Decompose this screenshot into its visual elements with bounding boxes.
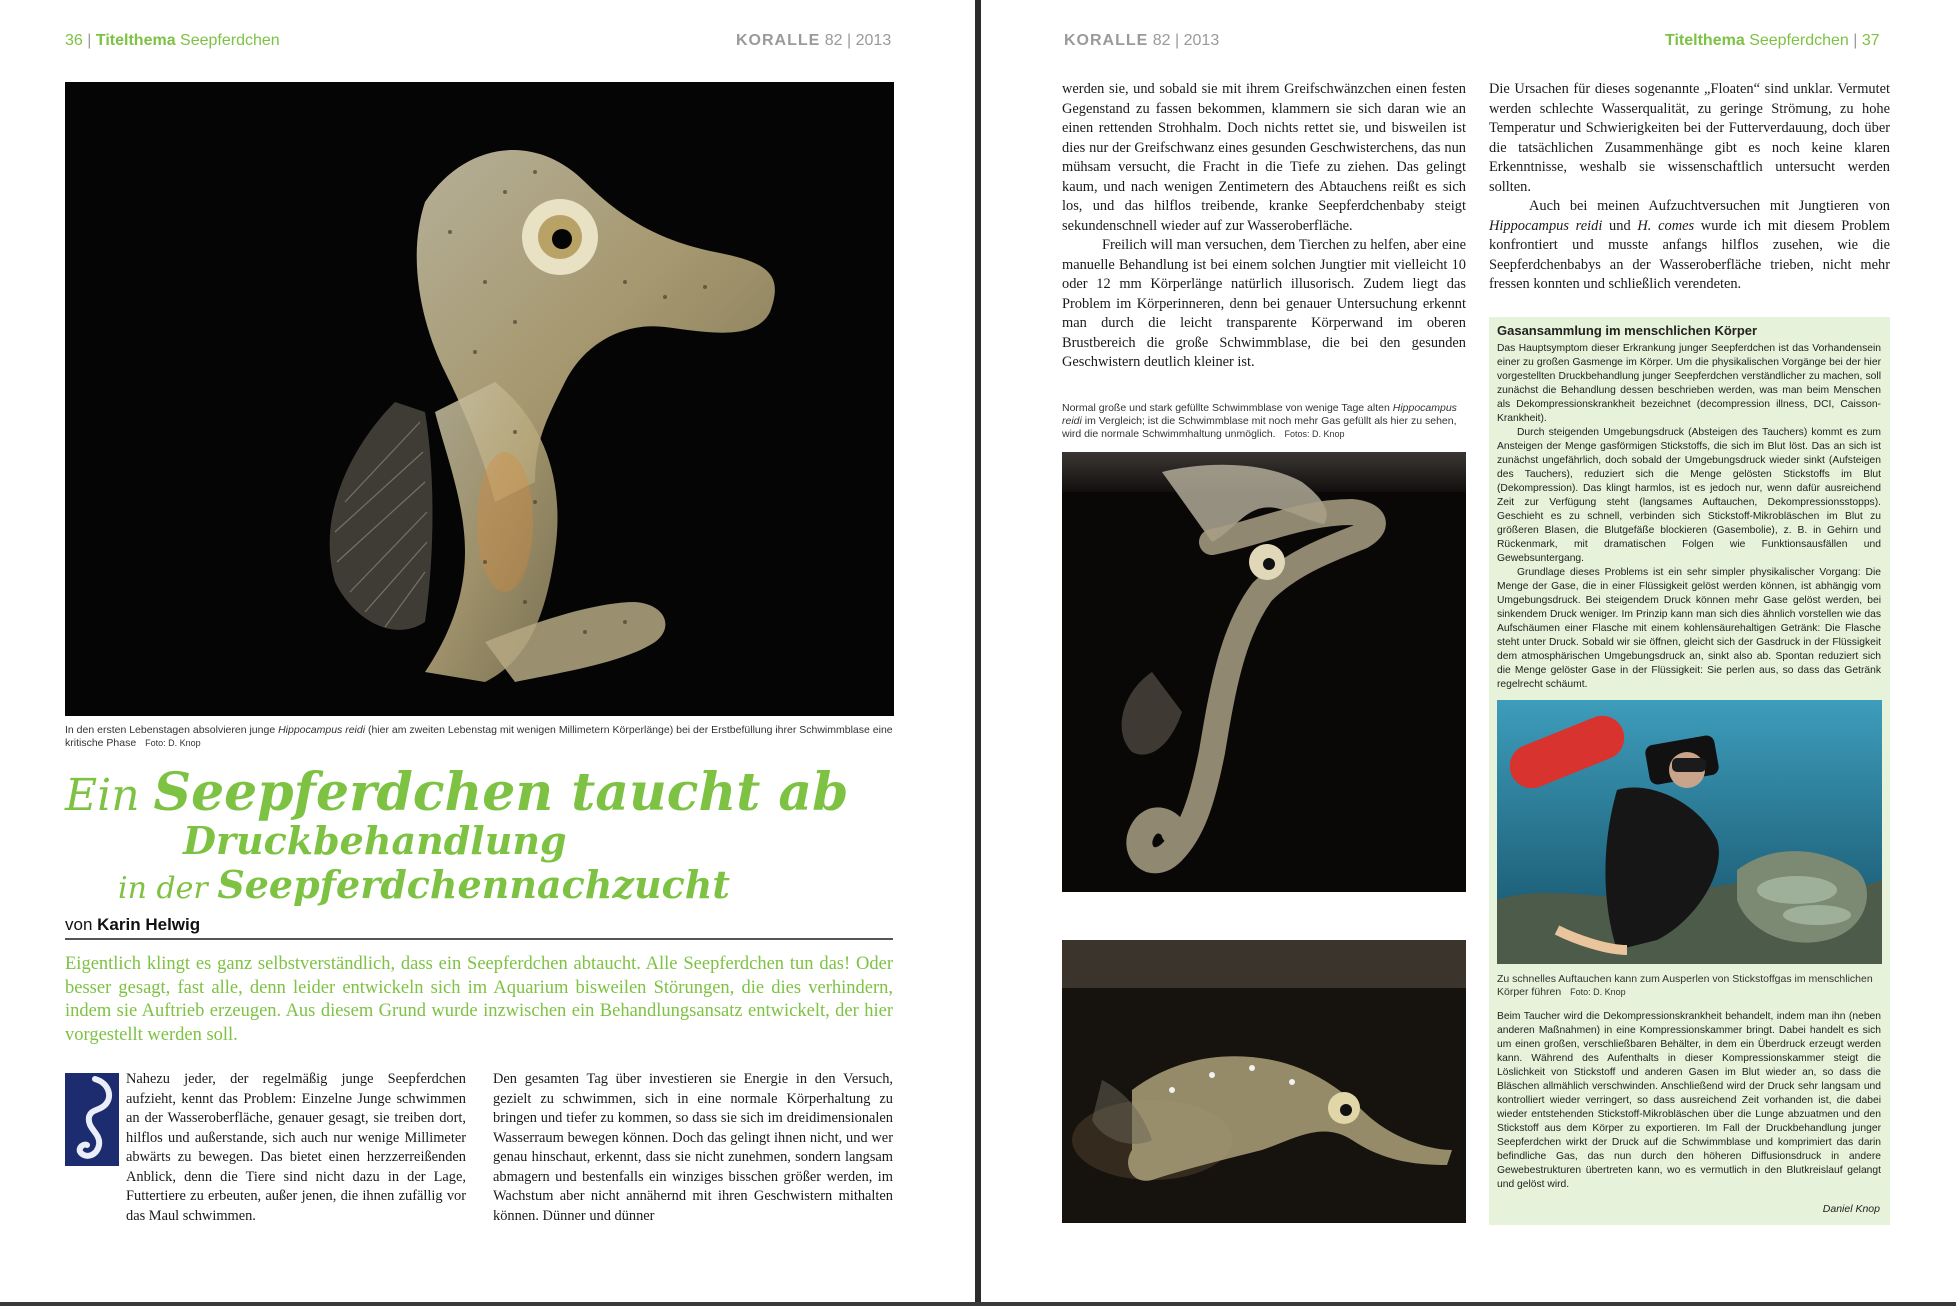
body-column-1-dropcap xyxy=(126,1070,466,1226)
hero-caption-text-pre: In den ersten Lebenstagen absolvieren junge xyxy=(65,724,279,736)
running-head-right: Titelthema Seepferdchen | 37 xyxy=(1665,32,1880,49)
sidebar-text-top xyxy=(1497,342,1881,692)
title-prefix: Ein xyxy=(65,770,140,821)
lead-paragraph: Eigentlich klingt es ganz selbstverständlich, dass ein Seepferdchen abtaucht. Alle Seepferdchen tun das! Oder besser gesagt, fast alle, denn leider entwickeln sich im Aquarium bisweilen Störungen, die dies verhindern, indem sie Auftrieb erzeugen. Aus diesem Grund wurde inzwischen ein Behandlungsansatz entwickelt, der hier vorgestellt werden soll. xyxy=(65,954,893,1045)
byline-divider xyxy=(65,938,893,940)
right-col2-p2-species-1: Hippocampus reidi xyxy=(1489,217,1603,234)
sidebar-paragraph-1: Das Hauptsymptom dieser Erkrankung junger Seepferdchen ist das Vorhandensein einer zu großen Gasmenge im Körper. Um die physikalischen Vorgänge bei der hier vorgestellten Druckbehandlung junger Seepferdchen verständlicher zu machen, soll zunächst die Behandlung dessen beschrieben werden, was man beim Menschen als Dekompressionskrankheit bezeichnet (decompression illness, DCI, Caisson-Krankheit). xyxy=(1497,343,1881,424)
author-prefix: von xyxy=(65,915,93,934)
issue-number: 82 xyxy=(1152,32,1171,49)
diver-photo xyxy=(1497,700,1882,964)
right-col2-paragraph-1: Die Ursachen für dieses sogenannte „Floaten“ sind unklar. Vermutet werden schlechte Wasserqualität, zu geringe Strömung, zu hohe Temperatur und Schwierigkeiten bei der Futterverdauung, doch über die tatsächlichen Zusammenhänge gibt es noch keine klaren Erkenntnisse, weshalb sie wissenschaftlich untersucht werden sollten. xyxy=(1489,81,1890,195)
right-col1-paragraph-1: werden sie, und sobald sie mit ihrem Greifschwänzchen einen festen Gegenstand zu fassen bekommen, klammern sie sich daran wie an einen rettenden Strohhalm. Doch nichts rettet sie, und bisweilen ist dies nur der Greifschwanz eines gesunden Geschwisterchens, das nun mühsam versucht, die Fracht in die Tiefe zu ziehen. Das gelingt kaum, und nach wenigen Zentimetern des Abtauchens reißt es sich los, und das hilflos treibende, kranke Seepferdchenbaby steigt sekundenschnell wieder auf zur Wasseroberfläche. xyxy=(1062,81,1466,234)
subtitle-druckbehandlung: Druckbehandlung xyxy=(183,818,567,863)
left-page xyxy=(0,0,975,1306)
issue-year: 2013 xyxy=(855,32,892,49)
sidebar-paragraph-4: Beim Taucher wird die Dekompressionskrankheit behandelt, indem man ihn (neben anderen Maßnahmen) in eine Kompressionskammer bringt. Dabei handelt es sich um einen großen, verschließbaren Behälter, in dem ein Überdruck erzeugt werden kann. Während des Aufenthalts in dieser Kompressionskammer steigt die Löslichkeit von Stickstoff und anderen Gasen im Blut wieder an, so dass die Bläschen allmählich verschwinden. Anschließend wird der Druck sehr langsam und kontrolliert wieder verringert, so dass ausreichend Zeit vorhanden ist, die dabei wieder entstehenden Stickstoff-Mikrobläschen über die Lunge abzuatmen und den Stickstoff aus dem Körper zu exportieren. Im Fall der Druckbehandlung junger Seepferdchen wirkt der Druck auf die Schwimmblase und komprimiert das darin befindliche Gas, das nun durch den höheren Diffusionsdruck in andere Gewebestrukturen übertreten kann, wo es vermutlich in den Blutkreislauf gelangt und gelöst wird. xyxy=(1497,1011,1881,1190)
article-title xyxy=(65,762,848,823)
sidebar-paragraph-3: Grundlage dieses Problems ist ein sehr simpler physikalischer Vorgang: Die Menge der Gase, die in einer Flüssigkeit gelöst werden können, ist abhängig vom Umgebungsdruck. Bei steigendem Druck können mehr Gase gelöst werden, bei sinkendem Druck weniger. Im Prinzip kann man sich dies ähnlich vorstellen wie das Aufschäumen einer Flasche mit einem kohlensäurehaltigen Getränk: Die Flasche steht unter Druck. Sobald wir sie öffnen, gleicht sich der Gasdruck in der Flüssigkeit dem atmosphärischen Umgebungsdruck an, sinkt also ab. Spontan reduziert sich die Menge gelöster Gase in der Flüssigkeit: Sie perlen aus, so dass das Getränk regelrecht schäumt. xyxy=(1497,567,1881,690)
issue-number: 82 xyxy=(824,32,843,49)
running-head-section: Titelthema xyxy=(1665,32,1745,49)
body-paragraph-2: Den gesamten Tag über investieren sie Energie in den Versuch, gezielt zu schwimmen, sich in eine normale Körperhaltung zu bringen und tiefer zu kommen, so dass sie sich im dreidimensionalen Wasserraum bewegen können. Doch das gelingt ihnen nicht, und wer genau hinschaut, erkennt, dass sie nicht zunehmen, sondern langsam abmagern und bestenfalls ein winziges bisschen größer werden, im Wachstum aber nicht annähernd mit ihren Geschwistern mithalten können. Dünner und dünner xyxy=(493,1071,893,1224)
magazine-name: KORALLE xyxy=(1064,32,1149,49)
right-body-column-1 xyxy=(1062,80,1466,373)
author-byline xyxy=(65,915,200,935)
right-col2-paragraph-2 xyxy=(1489,197,1890,295)
subtitle-line-2 xyxy=(118,862,730,907)
floating-seahorse-photo xyxy=(1062,452,1466,892)
issue-year: 2013 xyxy=(1183,32,1220,49)
right-col2-p2-species-2: H. comes xyxy=(1637,217,1695,234)
sidebar-heading: Gasansammlung im menschlichen Körper xyxy=(1497,323,1758,338)
normal-seahorse-photo xyxy=(1062,940,1466,1223)
right-col2-p2-post: wurde ich mit diesem Problem konfrontiert und musste anfangs hilflos zusehen, wie die Seepferdchenbabys an der Wasseroberfläche trieben, nicht mehr fressen konnten und schließlich verendeten. xyxy=(1489,217,1891,292)
right-body-column-2 xyxy=(1489,80,1890,295)
sidebar-paragraph-2: Durch steigenden Umgebungsdruck (Absteigen des Tauchers) kommt es zum Ansteigen der Menge gasförmigen Stickstoffs, die sich im Blut löst. Das an sich ist zunächst ungefährlich, doch sobald der Umgebungsdruck wieder sinkt (Aufsteigen des Tauchers), reduziert sich die Menge gelösten Stickstoffs im Blut (Dekompression). Das klingt harmlos, ist es jedoch nur, wenn dafür ausreichend Zeit zur Verfügung steht (langsames Auftauchen, Dekompressionsstopps). Geschieht es zu schnell, verbinden sich Stickstoff-Mikrobläschen im Blut zu größeren Blasen, die Blutgefäße blockieren (Gasembolie), z. B. in Gehirn und Rückenmark, mit dramatischen Folgen wie Funktionsausfällen und Gewebsuntergang. xyxy=(1497,427,1881,564)
running-head-topic: Seepferdchen xyxy=(180,32,280,49)
page-number: 37 xyxy=(1861,32,1880,49)
hero-seahorse-photo xyxy=(65,82,894,716)
sidebar-signature: Daniel Knop xyxy=(1822,1203,1880,1215)
running-head-topic: Seepferdchen xyxy=(1749,32,1849,49)
right-col2-p2-pre: Auch bei meinen Aufzuchtversuchen mit Jungtieren von xyxy=(1529,198,1890,214)
sidebar-text-bottom xyxy=(1497,1010,1881,1192)
author-name: Karin Helwig xyxy=(97,915,201,934)
seahorse-initial-icon xyxy=(65,1073,119,1166)
right-col2-p2-mid: und xyxy=(1602,217,1638,234)
photo-caption-post: im Vergleich; ist die Schwimmblase mit noch mehr Gas gefüllt als hier zu sehen, wird die normale Schwimmhaltung unmöglich. xyxy=(1062,415,1457,440)
diver-photo-credit: Foto: D. Knop xyxy=(1570,987,1626,997)
body-column-2 xyxy=(493,1070,893,1226)
info-sidebar xyxy=(1489,317,1890,1225)
magazine-header-right: KORALLE 82 | 2013 xyxy=(1064,32,1220,49)
bottom-edge xyxy=(0,1302,1956,1306)
magazine-name: KORALLE xyxy=(736,32,821,49)
magazine-header-left: KORALLE 82 | 2013 xyxy=(736,32,892,49)
page-number: 36 xyxy=(65,32,83,49)
hero-caption-text-post: (hier am zweiten Lebenstag mit wenigen Millimetern Körperlänge) bei der Erstbefüllung ihrer Schwimmblase eine kritische Phase xyxy=(65,724,893,749)
diver-caption-text: Zu schnelles Auftauchen kann zum Ausperlen von Stickstoffgas im menschlichen Körper führen xyxy=(1497,973,1873,998)
subtitle-nachzucht: Seepferdchennachzucht xyxy=(217,862,730,907)
running-head-section: Titelthema xyxy=(95,32,176,49)
photo-caption-species: Hippocampus reidi xyxy=(1062,402,1457,427)
diver-caption xyxy=(1497,973,1882,999)
subtitle-line-1 xyxy=(183,818,567,863)
hero-caption-species: Hippocampus reidi xyxy=(278,724,366,736)
hero-photo-credit: Foto: D. Knop xyxy=(145,738,201,748)
seahorse-illustration xyxy=(65,82,894,716)
right-col1-paragraph-2: Freilich will man versuchen, dem Tierchen zu helfen, aber eine manuelle Behandlung ist bei einem solchen Jungtier mit vielleicht 10 oder 12 mm Körperlänge natürlich illusorisch. Zudem liegt das Problem im Körperinneren, denn bei genauer Untersuchung erkennt man durch die leicht transparente Körperwand im oberen Brustbereich die große Schwimmblase, die bei den gesunden Geschwistern deutlich kleiner ist. xyxy=(1062,237,1466,370)
photo-pair-credit: Fotos: D. Knop xyxy=(1284,429,1345,439)
photo-caption-pre: Normal große und stark gefüllte Schwimmblase von wenige Tage alten xyxy=(1062,402,1393,414)
hero-caption xyxy=(65,724,894,750)
title-main: Seepferdchen taucht ab xyxy=(153,762,849,823)
subtitle-in-der: in der xyxy=(118,871,208,906)
photo-pair-caption xyxy=(1062,402,1466,441)
running-head-left: 36 | Titelthema Seepferdchen xyxy=(65,32,280,49)
body-paragraph-1: Nahezu jeder, der regelmäßig junge Seepferdchen aufzieht, kennt das Problem: Einzelne Junge schwimmen an der Wasseroberfläche, genauer gesagt, sie treiben dort, hilflos und außerstande, sich auch nur wenige Millimeter abwärts zu bewegen. Das bietet einen herzzerreißenden Anblick, denn die Tiere sind nicht dazu in der Lage, Futtertiere zu erbeuten, außer jenen, die ihnen zufällig vor das Maul schwimmen. xyxy=(126,1071,466,1224)
